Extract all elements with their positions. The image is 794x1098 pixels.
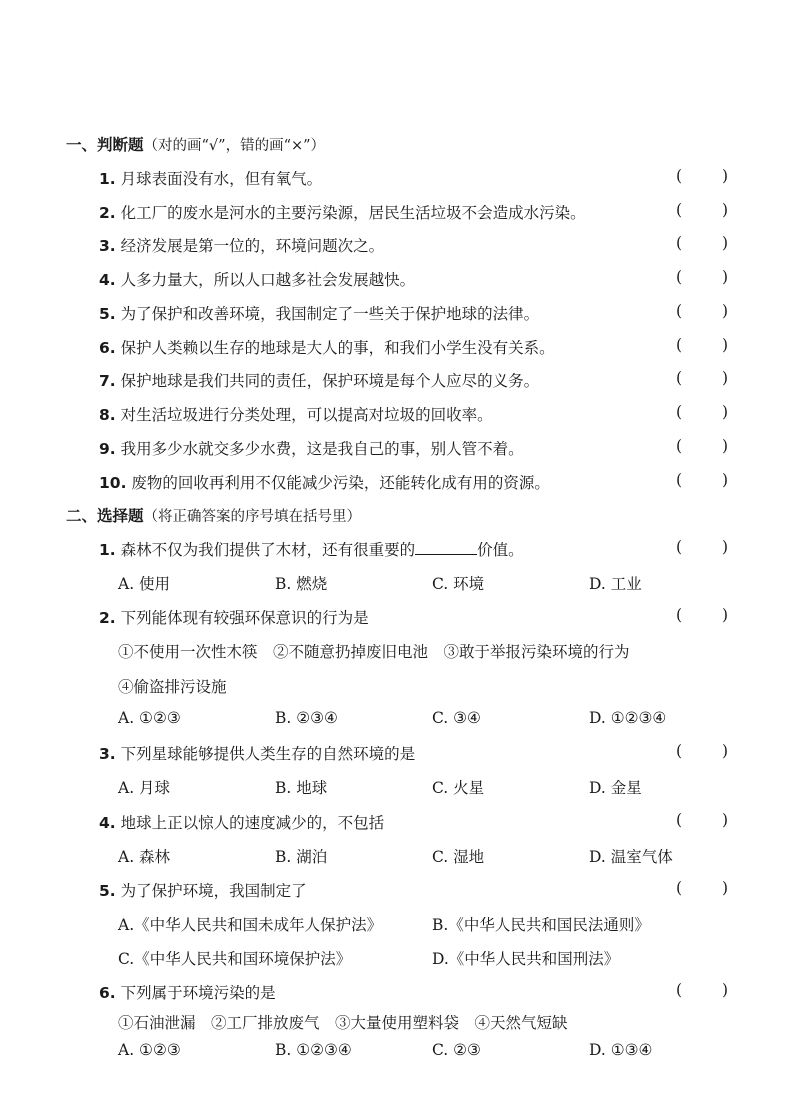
question-text: 为了保护环境，我国制定了 [120, 882, 307, 900]
question-text: 对生活垃圾进行分类处理，可以提高对垃圾的回收率。 [120, 406, 493, 424]
question-number: 3. [99, 745, 116, 763]
question-number: 6. [99, 984, 116, 1002]
answer-parens-j8[interactable] [676, 403, 728, 421]
choice-question-1 [99, 538, 524, 560]
answer-parens-j4[interactable] [676, 268, 728, 286]
judgment-question-10 [99, 471, 550, 493]
paren-close: ) [721, 201, 728, 219]
paren-open: ( [676, 606, 683, 624]
question-text: 下列星球能够提供人类生存的自然环境的是 [120, 745, 416, 763]
option-b: B. 湖泊 [275, 848, 328, 866]
answer-parens-j9[interactable] [676, 437, 728, 455]
statement-list-line1: ①石油泄漏 ②工厂排放废气 ③大量使用塑料袋 ④天然气短缺 [118, 1014, 568, 1032]
question-number: 7. [99, 372, 116, 390]
question-text: 化工厂的废水是河水的主要污染源，居民生活垃圾不会造成水污染。 [120, 204, 586, 222]
paren-open: ( [676, 336, 683, 354]
answer-parens-c2[interactable] [676, 606, 728, 624]
question-text: 下列能体现有较强环保意识的行为是 [120, 609, 369, 627]
question-number: 9. [99, 440, 116, 458]
paren-open: ( [676, 167, 683, 185]
judgment-question-2 [99, 201, 586, 223]
option-a: A. 月球 [118, 779, 171, 797]
paren-open: ( [676, 302, 683, 320]
paren-close: ) [721, 234, 728, 252]
question-number: 3. [99, 237, 116, 255]
question-number: 6. [99, 339, 116, 357]
answer-parens-j3[interactable] [676, 234, 728, 252]
choice-question-6 [99, 981, 276, 1003]
answer-parens-j2[interactable] [676, 201, 728, 219]
question-number: 8. [99, 406, 116, 424]
paren-open: ( [676, 981, 683, 999]
paren-close: ) [721, 471, 728, 489]
answer-parens-c4[interactable] [676, 811, 728, 829]
choice-question-5 [99, 879, 307, 901]
question-number: 4. [99, 814, 116, 832]
paren-open: ( [676, 538, 683, 556]
answer-parens-j10[interactable] [676, 471, 728, 489]
paren-open: ( [676, 437, 683, 455]
choice-question-3 [99, 742, 415, 764]
question-text: 保护人类赖以生存的地球是大人的事，和我们小学生没有关系。 [120, 339, 555, 357]
paren-close: ) [721, 336, 728, 354]
question-number: 1. [99, 170, 116, 188]
paren-close: ) [721, 879, 728, 897]
question-text: 为了保护和改善环境，我国制定了一些关于保护地球的法律。 [120, 305, 540, 323]
option-c: C. 环境 [432, 575, 485, 593]
paren-open: ( [676, 234, 683, 252]
fill-blank[interactable] [415, 540, 477, 555]
paren-open: ( [676, 742, 683, 760]
option-c: C. ②③ [432, 1041, 481, 1059]
option-b: B. ②③④ [275, 709, 338, 727]
paren-close: ) [721, 606, 728, 624]
option-c: C.《中华人民共和国环境保护法》 [118, 950, 352, 968]
answer-parens-j5[interactable] [676, 302, 728, 320]
judgment-question-7 [99, 369, 539, 391]
judgment-question-8 [99, 403, 493, 425]
section1-note: （对的画“√”，错的画“×”） [143, 138, 326, 154]
question-number: 4. [99, 271, 116, 289]
paren-close: ) [721, 981, 728, 999]
paren-open: ( [676, 268, 683, 286]
option-d: D. 金星 [589, 779, 642, 797]
paren-close: ) [721, 437, 728, 455]
answer-parens-j1[interactable] [676, 167, 728, 185]
paren-close: ) [721, 302, 728, 320]
question-number: 10. [99, 474, 127, 492]
question-text: 保护地球是我们共同的责任，保护环境是每个人应尽的义务。 [120, 372, 540, 390]
option-c: C. ③④ [432, 709, 481, 727]
option-d: D. ①③④ [589, 1041, 653, 1059]
question-text: 森林不仅为我们提供了木材，还有很重要的 [120, 541, 416, 559]
answer-parens-c5[interactable] [676, 879, 728, 897]
paren-open: ( [676, 403, 683, 421]
judgment-question-9 [99, 437, 524, 459]
section1-heading [66, 133, 325, 155]
question-text-end: 价值。 [477, 541, 524, 559]
question-number: 2. [99, 609, 116, 627]
statement-list-line1: ①不使用一次性木筷 ②不随意扔掉废旧电池 ③敢于举报污染环境的行为 [118, 643, 630, 661]
paren-close: ) [721, 811, 728, 829]
option-d: D. ①②③④ [589, 709, 667, 727]
section2-heading [66, 504, 361, 526]
choice-question-4 [99, 811, 384, 833]
option-d: D. 工业 [589, 575, 642, 593]
question-text: 我用多少水就交多少水费，这是我自己的事，别人管不着。 [120, 440, 524, 458]
judgment-question-6 [99, 336, 555, 358]
question-number: 5. [99, 882, 116, 900]
paren-close: ) [721, 369, 728, 387]
question-number: 2. [99, 204, 116, 222]
option-d: D.《中华人民共和国刑法》 [432, 950, 620, 968]
judgment-question-1 [99, 167, 322, 189]
option-b: B. 地球 [275, 779, 328, 797]
section2-title: 二、选择题 [66, 507, 144, 525]
paren-close: ) [721, 167, 728, 185]
choice-question-2 [99, 606, 369, 628]
paren-close: ) [721, 268, 728, 286]
section2-note: （将正确答案的序号填在括号里） [143, 509, 362, 525]
question-text: 经济发展是第一位的，环境问题次之。 [120, 237, 385, 255]
paren-open: ( [676, 471, 683, 489]
paren-open: ( [676, 369, 683, 387]
paren-open: ( [676, 879, 683, 897]
option-a: A. ①②③ [118, 1041, 181, 1059]
option-a: A.《中华人民共和国未成年人保护法》 [118, 916, 383, 934]
answer-parens-j7[interactable] [676, 369, 728, 387]
question-text: 月球表面没有水，但有氧气。 [120, 170, 323, 188]
option-a: A. 使用 [118, 575, 171, 593]
answer-parens-c3[interactable] [676, 742, 728, 760]
question-text: 废物的回收再利用不仅能减少污染，还能转化成有用的资源。 [131, 474, 550, 492]
answer-parens-c1[interactable] [676, 538, 728, 556]
question-text: 人多力量大，所以人口越多社会发展越快。 [120, 271, 416, 289]
option-b: B.《中华人民共和国民法通则》 [432, 916, 650, 934]
question-number: 5. [99, 305, 116, 323]
paren-close: ) [721, 538, 728, 556]
option-d: D. 温室气体 [589, 848, 673, 866]
answer-parens-j6[interactable] [676, 336, 728, 354]
option-b: B. 燃烧 [275, 575, 328, 593]
question-text: 下列属于环境污染的是 [120, 984, 276, 1002]
statement-list-line2: ④偷盗排污设施 [118, 678, 227, 696]
question-text: 地球上正以惊人的速度减少的，不包括 [120, 814, 385, 832]
option-a: A. 森林 [118, 848, 171, 866]
answer-parens-c6[interactable] [676, 981, 728, 999]
judgment-question-3 [99, 234, 384, 256]
question-number: 1. [99, 541, 116, 559]
paren-close: ) [721, 742, 728, 760]
paren-open: ( [676, 201, 683, 219]
option-a: A. ①②③ [118, 709, 181, 727]
judgment-question-4 [99, 268, 415, 290]
option-c: C. 湿地 [432, 848, 485, 866]
option-c: C. 火星 [432, 779, 485, 797]
judgment-question-5 [99, 302, 539, 324]
paren-close: ) [721, 403, 728, 421]
section1-title: 一、判断题 [66, 136, 144, 154]
option-b: B. ①②③④ [275, 1041, 352, 1059]
paren-open: ( [676, 811, 683, 829]
